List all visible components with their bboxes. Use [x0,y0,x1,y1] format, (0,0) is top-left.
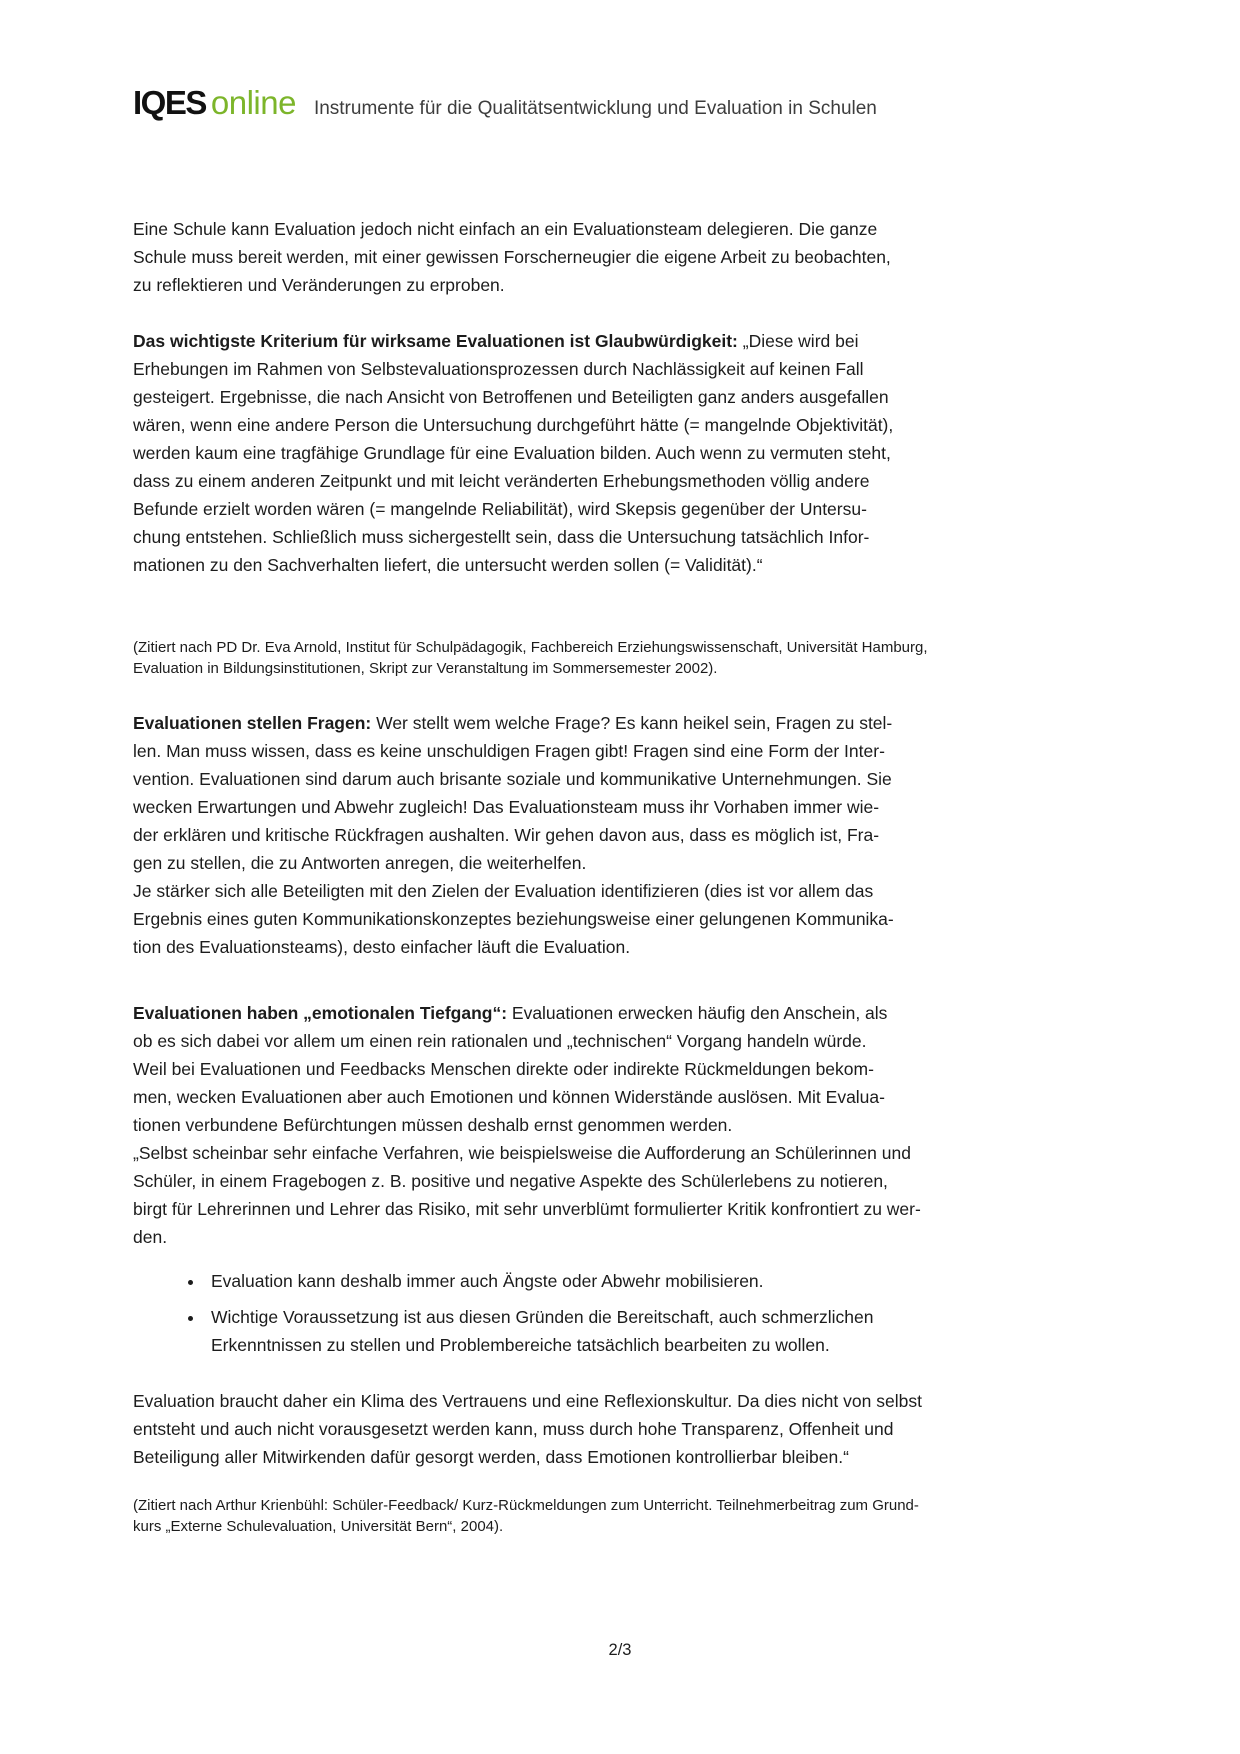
lead-rest: Evaluationen erwecken häufig den Anschein, als [507,1003,888,1023]
paragraph-tiefgang [133,999,1113,1251]
text-line: tionen verbundene Befürchtungen müssen deshalb ernst genommen werden. [133,1115,733,1135]
citation-line: (Zitiert nach Arthur Krienbühl: Schüler-Feedback/ Kurz-Rückmeldungen zum Unterricht. Teilnehmerbeitrag zum Grund- [133,1497,919,1514]
text-line: gen zu stellen, die zu Antworten anregen, die weiterhelfen. [133,853,587,873]
citation-krienbuehl [133,1495,1113,1537]
text-line: tion des Evaluationsteams), desto einfacher läuft die Evaluation. [133,937,631,957]
page-number: 2/3 [608,1641,632,1659]
document-content [133,215,1113,1537]
text-line: wecken Erwartungen und Abwehr zugleich! Das Evaluationsteam muss ihr Vorhaben immer wie- [133,797,880,817]
page-footer [0,1641,1240,1660]
citation-line: Evaluation in Bildungsinstitutionen, Skript zur Veranstaltung im Sommersemester 2002). [133,660,718,677]
text-line: dass zu einem anderen Zeitpunkt und mit leicht veränderten Erhebungsmethoden völlig andere [133,471,870,491]
text-line: mationen zu den Sachverhalten liefert, die untersucht werden sollen (= Validität).“ [133,555,763,575]
citation-line: kurs „Externe Schulevaluation, Universität Bern“, 2004). [133,1518,504,1535]
text-line [133,327,1113,355]
paragraph-fragen [133,709,1113,961]
list-item [205,1303,1113,1359]
text-line: zu reflektieren und Veränderungen zu erproben. [133,275,505,295]
text-line: Eine Schule kann Evaluation jedoch nicht einfach an ein Evaluationsteam delegieren. Die ganze [133,219,878,239]
paragraph-lead: Evaluationen stellen Fragen: [133,713,372,733]
text-line: den. [133,1227,168,1247]
page-header [133,84,877,122]
paragraph-vertrauen [133,1387,1113,1471]
text-line: Ergebnis eines guten Kommunikationskonzeptes beziehungsweise einer gelungenen Kommunika- [133,909,894,929]
text-line: Erkenntnissen zu stellen und Problembereiche tatsächlich bearbeiten zu wollen. [211,1335,830,1355]
logo-text-online: online [210,84,296,121]
text-line: wären, wenn eine andere Person die Untersuchung durchgeführt hätte (= mangelnde Objektivität), [133,415,894,435]
text-line: men, wecken Evaluationen aber auch Emotionen und können Widerstände auslösen. Mit Evalua- [133,1087,885,1107]
text-line: Schule muss bereit werden, mit einer gewissen Forscherneugier die eigene Arbeit zu beobachten, [133,247,891,267]
text-line: der erklären und kritische Rückfragen aushalten. Wir gehen davon aus, dass es möglich ist, Fra- [133,825,880,845]
text-line: gesteigert. Ergebnisse, die nach Ansicht von Betroffenen und Beteiligten ganz anders ausgefallen [133,387,889,407]
text-line: birgt für Lehrerinnen und Lehrer das Risiko, mit sehr unverblümt formulierter Kritik konfrontiert zu wer- [133,1199,921,1219]
paragraph-intro [133,215,1113,299]
text-line: Beteiligung aller Mitwirkenden dafür gesorgt werden, dass Emotionen kontrollierbar bleiben.“ [133,1447,849,1467]
lead-rest: Wer stellt wem welche Frage? Es kann heikel sein, Fragen zu stel- [371,713,893,733]
logo-text-iqes: IQES [133,84,206,121]
text-line: ob es sich dabei vor allem um einen rein rationalen und „technischen“ Vorgang handeln würde. [133,1031,867,1051]
header-tagline: Instrumente für die Qualitätsentwicklung und Evaluation in Schulen [313,98,877,119]
text-line: Je stärker sich alle Beteiligten mit den Zielen der Evaluation identifizieren (dies ist vor allem das [133,881,874,901]
text-line: „Selbst scheinbar sehr einfache Verfahren, wie beispielsweise die Aufforderung an Schülerinnen und [133,1143,911,1163]
text-line: chung entstehen. Schließlich muss sichergestellt sein, dass die Untersuchung tatsächlich Infor- [133,527,870,547]
text-line: Weil bei Evaluationen und Feedbacks Menschen direkte oder indirekte Rückmeldungen bekom- [133,1059,874,1079]
text-line: Erhebungen im Rahmen von Selbstevaluationsprozessen durch Nachlässigkeit auf keinen Fall [133,359,864,379]
paragraph-glaubwuerdigkeit [133,327,1113,579]
text-line: Evaluation braucht daher ein Klima des Vertrauens und eine Reflexionskultur. Da dies nicht von selbst [133,1391,922,1411]
lead-rest: „Diese wird bei [737,331,859,351]
text-line: len. Man muss wissen, dass es keine unschuldigen Fragen gibt! Fragen sind eine Form der Inter- [133,741,885,761]
text-line: vention. Evaluationen sind darum auch brisante soziale und kommunikative Unternehmungen. Sie [133,769,892,789]
text-line [133,709,1113,737]
paragraph-lead: Das wichtigste Kriterium für wirksame Evaluationen ist Glaubwürdigkeit: [133,331,738,351]
text-line: werden kaum eine tragfähige Grundlage für eine Evaluation bilden. Auch wenn zu vermuten steht, [133,443,891,463]
citation-arnold [133,637,1113,679]
text-line: • Wichtige Voraussetzung ist aus diesen Gründen die Bereitschaft, auch schmerzlichen [211,1307,874,1327]
citation-line: (Zitiert nach PD Dr. Eva Arnold, Institut für Schulpädagogik, Fachbereich Erziehungswissenschaft, Universität Hamburg, [133,639,928,656]
text-line: entsteht und auch nicht vorausgesetzt werden kann, muss durch hohe Transparenz, Offenheit und [133,1419,894,1439]
text-line: • Evaluation kann deshalb immer auch Ängste oder Abwehr mobilisieren. [211,1271,764,1291]
text-line [133,999,1113,1027]
list-item [205,1267,1113,1295]
text-line: Schüler, in einem Fragebogen z. B. positive und negative Aspekte des Schülerlebens zu notieren, [133,1171,888,1191]
paragraph-lead: Evaluationen haben „emotionalen Tiefgang“: [133,1003,508,1023]
bullet-list [173,1267,1113,1359]
iqes-logo [133,84,296,122]
text-line: Befunde erzielt worden wären (= mangelnde Reliabilität), wird Skepsis gegenüber der Untersu- [133,499,867,519]
